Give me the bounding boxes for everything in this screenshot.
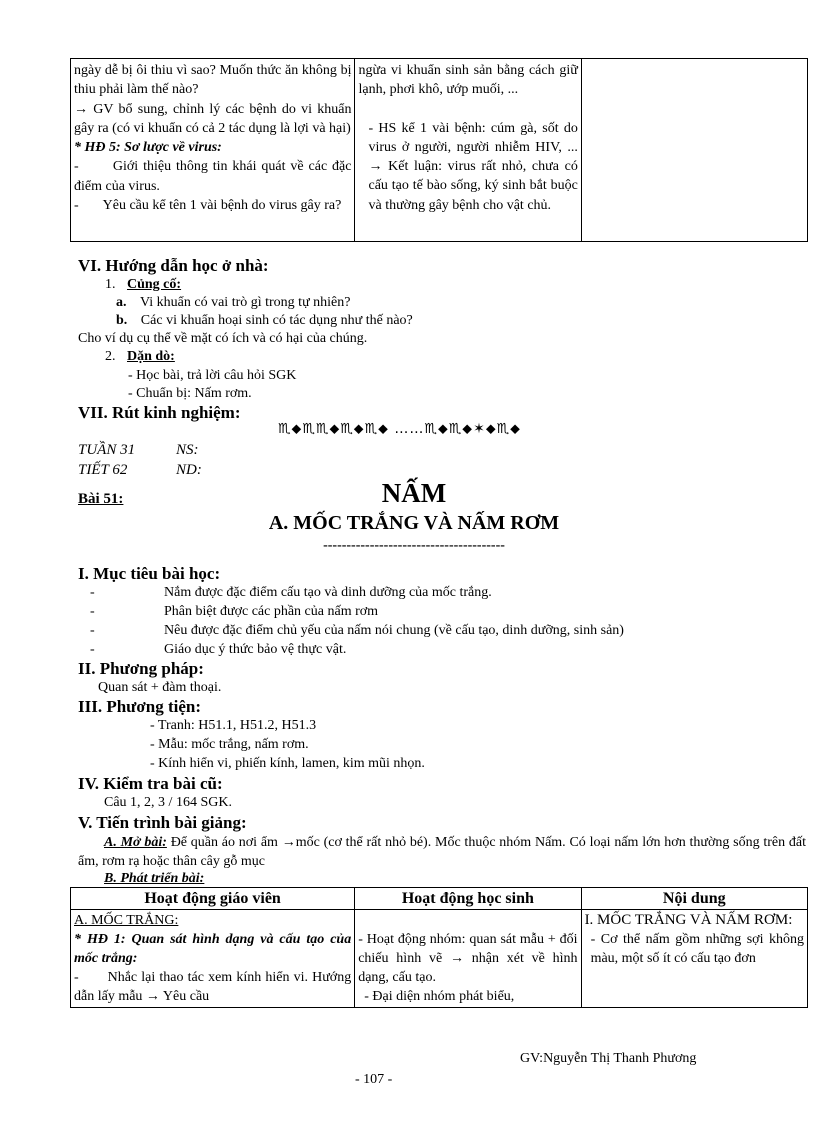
top-table-col2 bbox=[355, 59, 581, 242]
section7-heading: VII. Rút kinh nghiệm: bbox=[78, 403, 241, 422]
question-b-cont: Cho ví dụ cụ thể về mặt có ích và có hại của chúng. bbox=[78, 331, 368, 346]
material-item-3: - Kính hiển vi, phiến kính, lamen, kim mũi nhọn. bbox=[150, 756, 425, 771]
lesson-label: Bài 51: bbox=[78, 491, 124, 507]
content-cell bbox=[581, 910, 807, 1008]
development-label: B. Phát triển bài: bbox=[104, 871, 205, 886]
objective-item: - Nêu được đặc điểm chủ yếu của nấm nói chung (về cấu tạo, dinh dưỡng, sinh sản) bbox=[90, 623, 624, 638]
student-activity-2: - Đại diện nhóm phát biểu, bbox=[364, 989, 515, 1004]
sectionI-heading: I. Mục tiêu bài học: bbox=[78, 564, 221, 583]
item2-title: Dặn dò: bbox=[127, 349, 175, 364]
top-col1-p1: ngày dễ bị ôi thiu vì sao? Muốn thức ăn không bị thiu phải làm thế nào? bbox=[74, 63, 352, 98]
intro-text: Để quần áo nơi ẩm →mốc (cơ thể rất nhỏ bé). Mốc thuộc nhóm Nấm. Có loại nấm lớn hơn thường sống trên đất ẩm, rơm rạ hoặc thân cây gỗ mục bbox=[78, 835, 806, 869]
question-a bbox=[116, 293, 350, 312]
student-cell bbox=[355, 910, 581, 1008]
objective-text: Nắm được đặc điểm cấu tạo và dinh dưỡng của mốc trắng. bbox=[164, 585, 492, 600]
question-b bbox=[116, 311, 413, 330]
objective-text: Phân biệt được các phần của nấm rơm bbox=[164, 604, 379, 619]
top-table bbox=[70, 58, 808, 242]
intro-paragraph bbox=[78, 833, 806, 871]
content-heading: I. MỐC TRẮNG VÀ NẤM RƠM: bbox=[584, 912, 793, 928]
item2-num: 2. bbox=[105, 349, 116, 364]
nd-label: ND: bbox=[176, 462, 202, 478]
top-col1-p4: - Giới thiệu thông tin khái quát về các đặc điểm của virus. bbox=[74, 159, 355, 194]
top-col1-p2: → GV bổ sung, chỉnh lý các bệnh do vi khuẩn gây ra (có vi khuẩn có cả 2 tác dụng là lợi và hại) bbox=[74, 101, 352, 136]
material-item-2: - Mẫu: mốc trắng, nấm rơm. bbox=[150, 737, 309, 752]
title-rule: --------------------------------------- bbox=[323, 538, 505, 553]
tuan-label: TUẦN 31 bbox=[78, 442, 136, 458]
top-col2-p1: ngừa vi khuẩn sinh sản bằng cách giữ lạnh, phơi khô, ướp muối, ... bbox=[358, 63, 578, 98]
review-text: Câu 1, 2, 3 / 164 SGK. bbox=[104, 795, 232, 810]
section-a-title: A. MỐC TRẮNG: bbox=[74, 913, 179, 928]
section6-heading: VI. Hướng dẫn học ở nhà: bbox=[78, 256, 269, 275]
teacher-instructions: - Nhắc lại thao tác xem kính hiển vi. Hướng dẫn lấy mẫu → Yêu cầu bbox=[74, 970, 355, 1004]
objective-text: Nêu được đặc điểm chủ yếu của nấm nói chung (về cấu tạo, dinh dưỡng, sinh sản) bbox=[164, 623, 624, 638]
objectives-list bbox=[90, 583, 790, 659]
intro-label: A. Mở bài: bbox=[104, 835, 167, 850]
lesson-subtitle: A. MỐC TRẮNG VÀ NẤM RƠM bbox=[268, 512, 560, 534]
sectionV-heading: V. Tiến trình bài giảng: bbox=[78, 813, 247, 832]
objective-item: - Nắm được đặc điểm cấu tạo và dinh dưỡng của mốc trắng. bbox=[90, 585, 492, 600]
header-teacher: Hoạt động giáo viên bbox=[71, 888, 355, 910]
item1-num: 1. bbox=[105, 277, 116, 292]
question-b-text: Các vi khuẩn hoại sinh có tác dụng như thế nào? bbox=[140, 313, 413, 328]
item1 bbox=[105, 275, 181, 294]
item1-title: Củng cố: bbox=[127, 277, 182, 292]
material-item-1: - Tranh: H51.1, H51.2, H51.3 bbox=[150, 718, 317, 733]
hd1-heading: * HĐ 1: Quan sát hình dạng và cấu tạo của mốc trắng: bbox=[74, 932, 352, 966]
sectionIII-heading: III. Phương tiện: bbox=[78, 697, 202, 716]
hd5-heading: * HĐ 5: Sơ lược về virus: bbox=[74, 140, 222, 156]
top-table-col1 bbox=[71, 59, 355, 242]
todo-1: - Học bài, trả lời câu hỏi SGK bbox=[128, 368, 297, 383]
header-student: Hoạt động học sinh bbox=[355, 888, 581, 910]
question-b-label: b. bbox=[116, 313, 128, 328]
header-content: Nội dung bbox=[581, 888, 807, 910]
question-a-text: Vi khuẩn có vai trò gì trong tự nhiên? bbox=[140, 295, 351, 310]
sectionII-heading: II. Phương pháp: bbox=[78, 659, 204, 678]
student-activity-1: - Hoạt động nhóm: quan sát mẫu + đối chiếu hình vẽ → nhận xét về hình dạng, cấu tạo. bbox=[358, 932, 578, 985]
activity-table-row bbox=[71, 910, 808, 1008]
question-a-label: a. bbox=[116, 295, 127, 310]
todo-2: - Chuẩn bị: Nấm rơm. bbox=[128, 386, 252, 401]
page-number: - 107 - bbox=[355, 1072, 393, 1087]
objective-text: Giáo dục ý thức bảo vệ thực vật. bbox=[164, 642, 347, 657]
top-col1-p5: - Yêu cầu kể tên 1 vài bệnh do virus gây ra? bbox=[74, 198, 342, 214]
teacher-cell bbox=[71, 910, 355, 1008]
sectionIV-heading: IV. Kiểm tra bài cũ: bbox=[78, 774, 223, 793]
objective-item: - Phân biệt được các phần của nấm rơm bbox=[90, 604, 379, 619]
content-text: - Cơ thể nấm gồm những sợi không màu, một số ít có cấu tạo đơn bbox=[590, 932, 804, 966]
top-table-col3 bbox=[581, 59, 807, 242]
activity-table-header bbox=[71, 888, 808, 910]
method-text: Quan sát + đàm thoại. bbox=[98, 680, 222, 695]
footer-author: GV:Nguyễn Thị Thanh Phương bbox=[520, 1051, 697, 1066]
ns-label: NS: bbox=[176, 442, 199, 458]
activity-table bbox=[70, 887, 808, 1008]
tiet-label: TIẾT 62 bbox=[78, 462, 128, 478]
ornament-divider: ♏⬥♏♏⬥♏⬥♏⬥ ……♏⬥♏⬥✶⬥♏⬥ bbox=[278, 421, 521, 437]
lesson-title: NẤM bbox=[381, 478, 447, 508]
top-col2-p2: - HS kể 1 vài bệnh: cúm gà, sốt do virus ở người, người nhiễm HIV, ... → Kết luận: virus rất nhỏ, chưa có cấu tạo tế bào sống, ký sinh bắt buộc và thường gây bệnh cho vật chủ. bbox=[368, 120, 578, 213]
item2 bbox=[105, 347, 175, 366]
objective-item: - Giáo dục ý thức bảo vệ thực vật. bbox=[90, 642, 347, 657]
